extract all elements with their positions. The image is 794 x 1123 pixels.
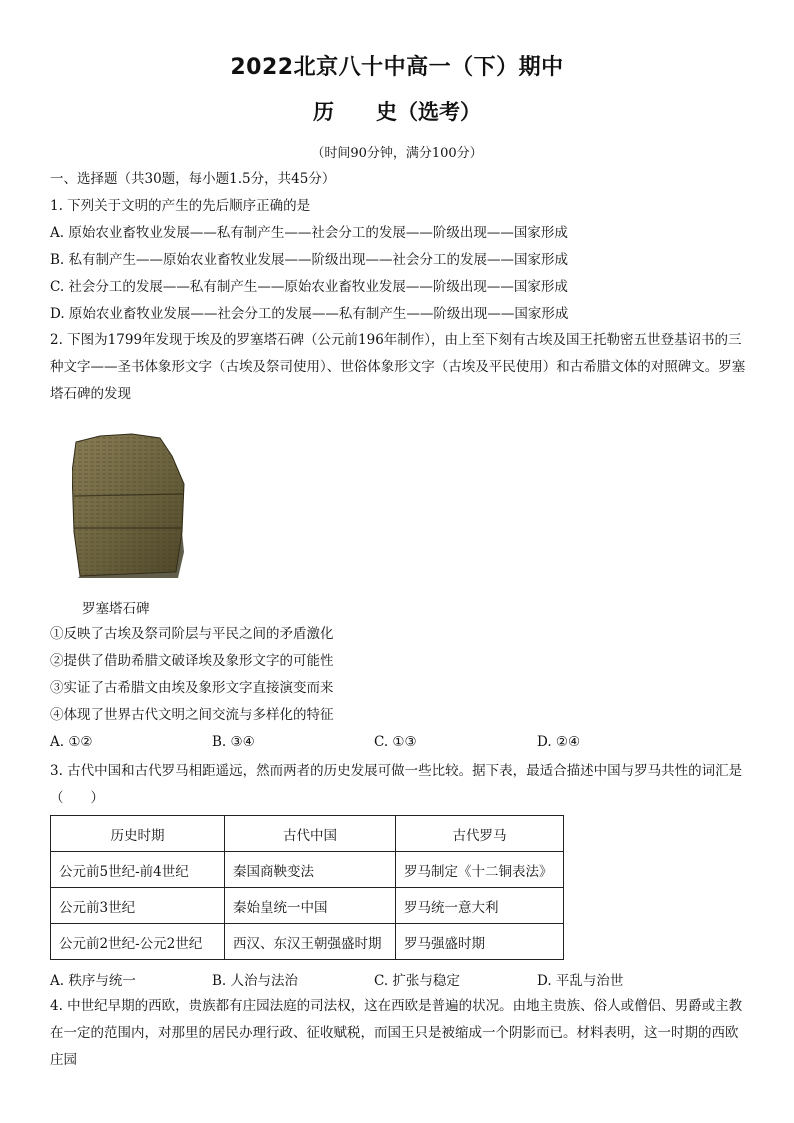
q2-option-b: B. ③④ [212,734,255,750]
section-heading: 一、选择题（共30题，每小题1.5分，共45分） [50,171,336,187]
q1-option-c: C. 社会分工的发展——私有制产生——原始农业畜牧业发展——阶级出现——国家形成 [50,279,568,295]
q2-statement-4: ④体现了世界古代文明之间交流与多样化的特征 [50,707,334,723]
table-cell: 西汉、东汉王朝强盛时期 [225,924,396,960]
table-row [51,924,564,960]
rosetta-stone-image [72,432,186,578]
q2-statement-2: ②提供了借助希腊文破译埃及象形文字的可能性 [50,653,334,669]
table-header: 古代罗马 [396,816,564,852]
exam-title: 2022北京八十中高一（下）期中 [230,55,564,80]
q2-option-c: C. ①③ [374,734,417,750]
q1-option-b: B. 私有制产生——原始农业畜牧业发展——阶级出现——社会分工的发展——国家形成 [50,252,569,268]
q2-option-a: A. ①② [50,734,93,750]
table-cell: 秦国商鞅变法 [225,852,396,888]
q3-option-d: D. 平乱与治世 [537,973,624,989]
table-header: 历史时期 [51,816,225,852]
table-header-row [51,816,564,852]
table-cell: 罗马制定《十二铜表法》 [396,852,564,888]
table-cell: 秦始皇统一中国 [225,888,396,924]
q3-stem: 3. 古代中国和古代罗马相距遥远，然而两者的历史发展可做一些比较。据下表，最适合描述中国与罗马共性的词汇是（ ） [50,763,743,806]
q1-option-a: A. 原始农业畜牧业发展——私有制产生——社会分工的发展——阶级出现——国家形成 [50,225,568,241]
table-cell: 公元前3世纪 [51,888,225,924]
q3-option-b: B. 人治与法治 [212,973,299,989]
table-row [51,852,564,888]
q4-stem: 4. 中世纪早期的西欧，贵族都有庄园法庭的司法权，这在西欧是普遍的状况。由地主贵族、俗人或僧侣、男爵或主教在一定的范围内，对那里的居民办理行政、征收赋税，而国王只是被缩成一个阴影而已。材料表明，这一时期的西欧庄园 [50,998,743,1068]
table-row [51,888,564,924]
q2-statement-1: ①反映了古埃及祭司阶层与平民之间的矛盾激化 [50,626,334,642]
comparison-table [50,815,564,960]
q2-option-d: D. ②④ [537,734,581,750]
q1-stem: 1. 下列关于文明的产生的先后顺序正确的是 [50,198,311,214]
table-cell: 罗马统一意大利 [396,888,564,924]
time-note: （时间90分钟，满分100分） [311,146,483,161]
table-cell: 公元前2世纪-公元2世纪 [51,924,225,960]
q2-statement-3: ③实证了古希腊文由埃及象形文字直接演变而来 [50,680,334,696]
q3-option-a: A. 秩序与统一 [50,973,136,989]
image-caption: 罗塞塔石碑 [82,601,150,617]
table-cell: 公元前5世纪-前4世纪 [51,852,225,888]
exam-subject: 历 史（选考） [313,100,481,124]
table-cell: 罗马强盛时期 [396,924,564,960]
table-header: 古代中国 [225,816,396,852]
q3-option-c: C. 扩张与稳定 [374,973,460,989]
q2-stem: 2. 下图为1799年发现于埃及的罗塞塔石碑（公元前196年制作），由上至下刻有古埃及国王托勒密五世登基诏书的三种文字——圣书体象形文字（古埃及祭司使用）、世俗体象形文字（古埃及平民使用）和古希腊文体的对照碑文。罗塞塔石碑的发现 [50,332,746,402]
q1-option-d: D. 原始农业畜牧业发展——社会分工的发展——私有制产生——阶级出现——国家形成 [50,306,569,322]
